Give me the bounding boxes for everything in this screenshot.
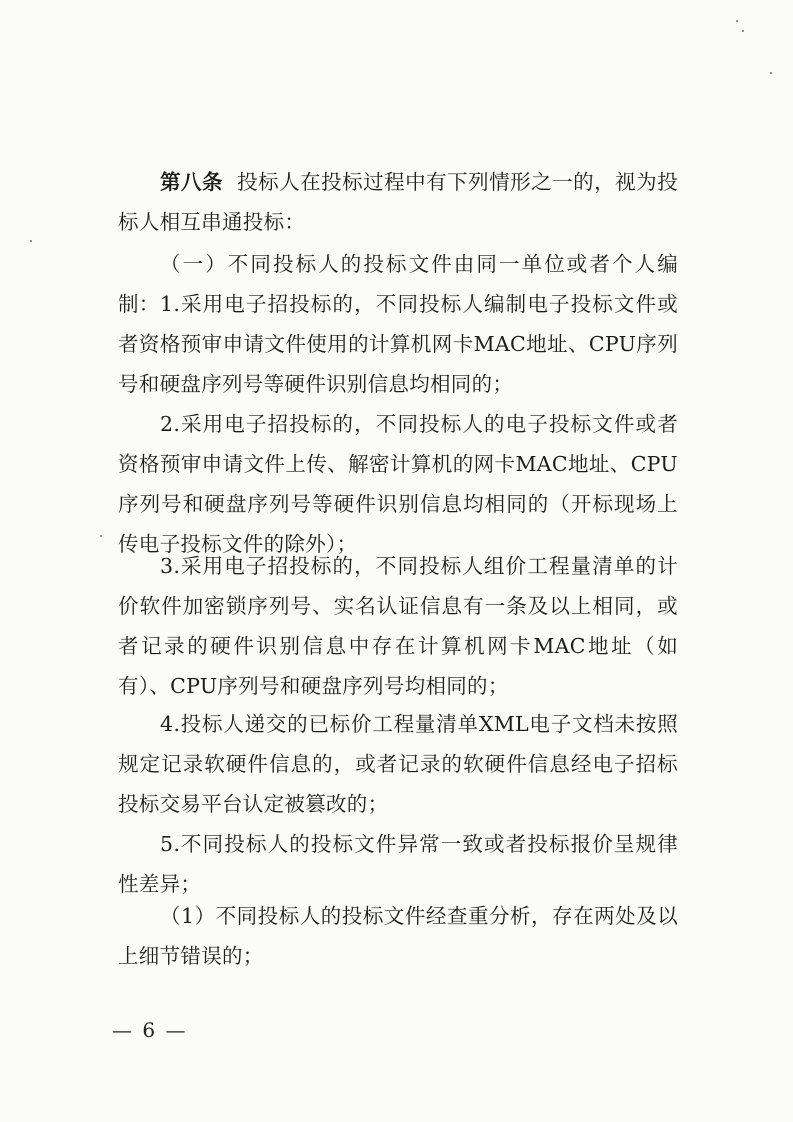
page-number: — 6 —	[112, 1018, 188, 1042]
paragraph-item-1: （一）不同投标人的投标文件由同一单位或者个人编制：	[118, 252, 678, 316]
scan-speck	[736, 20, 738, 22]
paragraph-item-3: 2.采用电子招投标的，不同投标人的电子投标文件或者资格预审申请文件上传、解密计算机的网卡MAC地址、CPU序列号和硬盘序列号等硬件识别信息均相同的（开标现场上传电子投标文件的除外）；	[118, 412, 678, 556]
scan-speck	[742, 30, 744, 32]
scan-speck	[30, 240, 32, 242]
scan-speck	[770, 72, 772, 74]
paragraph-item-5: 4.投标人递交的已标价工程量清单XML电子文档未按照规定记录软硬件信息的，或者记录的软硬件信息经电子招标投标交易平台认定被篡改的；	[118, 712, 678, 816]
paragraph-item-2: 1.采用电子招投标的，不同投标人编制电子投标文件或者资格预审申请文件使用的计算机网卡MAC地址、CPU序列号和硬盘序列号等硬件识别信息均相同的；	[118, 292, 678, 396]
article-heading: 第八条	[160, 170, 224, 194]
paragraph-item-6: 5.不同投标人的投标文件异常一致或者投标报价呈规律性差异；	[118, 832, 678, 896]
paragraph-item-7: （1）不同投标人的投标文件经查重分析，存在两处及以上细节错误的；	[118, 904, 678, 968]
scan-speck	[100, 535, 102, 537]
article-intro: 投标人在投标过程中有下列情形之一的，视为投标人相互串通投标：	[118, 170, 678, 234]
paragraph-item-4: 3.采用电子招投标的，不同投标人组价工程量清单的计价软件加密锁序列号、实名认证信息有一条及以上相同，或者记录的硬件识别信息中存在计算机网卡MAC地址（如有）、CPU序列号和硬盘序列号均相同的；	[118, 554, 678, 698]
article-paragraph	[118, 162, 678, 242]
